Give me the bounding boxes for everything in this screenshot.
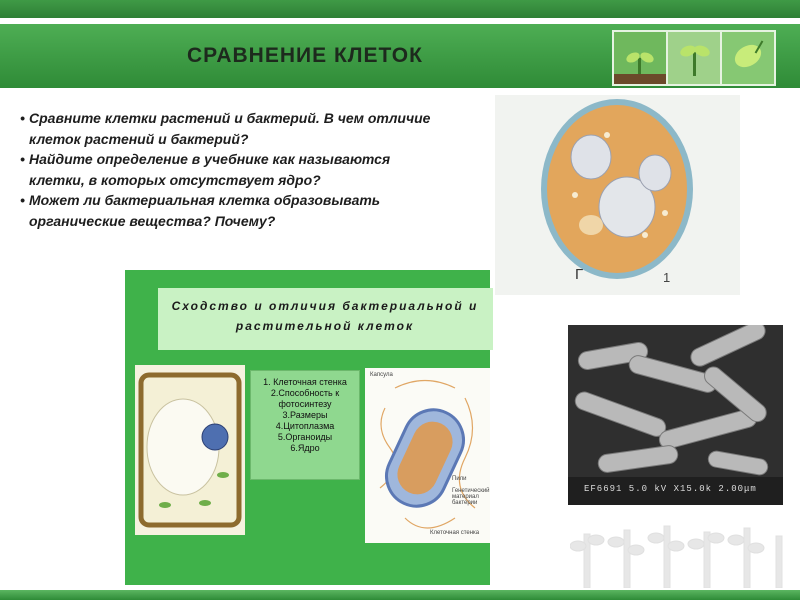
plant-cell-photo: [495, 95, 740, 295]
soil-strip: [614, 74, 666, 84]
nucleus: [202, 424, 228, 450]
comparison-list: [250, 370, 360, 480]
sprout-thumbnail-1: [612, 30, 668, 86]
deco-leaf: [708, 533, 724, 543]
deco-leaf: [748, 543, 764, 553]
sprout-thumbnail-2: [666, 30, 722, 86]
slide-title: СРАВНЕНИЕ КЛЕТОК: [187, 44, 423, 67]
bacteria-micrograph: [568, 325, 783, 505]
list-item: 1. Клеточная стенка: [263, 377, 347, 387]
chloroplast: [159, 502, 171, 508]
list-item: 5.Органоиды: [277, 432, 333, 442]
organelle: [571, 135, 611, 179]
deco-stem: [744, 528, 750, 588]
list-item: 6.Ядро: [290, 443, 320, 453]
bullet-item: [20, 149, 440, 190]
micrograph-caption: EF6691 5.0 kV X15.0k 2.00μm: [584, 484, 757, 494]
figure-number: 1: [663, 270, 671, 285]
chloroplast: [217, 472, 229, 478]
list-item: 4.Цитоплазма: [275, 421, 335, 431]
deco-leaf: [648, 533, 664, 543]
deco-leaf: [608, 537, 624, 547]
footer-bar: [0, 590, 800, 600]
granule: [572, 192, 578, 198]
bullet-marker: •: [20, 151, 25, 167]
organelle: [639, 155, 671, 191]
granule: [662, 210, 668, 216]
panel-title: [160, 296, 490, 336]
leaf-thumbnail: [720, 30, 776, 86]
bullet-text: Найдите определение в учебнике как называются клетки, в которых отсутствует ядро?: [29, 151, 391, 188]
bullet-marker: •: [20, 192, 25, 208]
wall-label: Клеточная стенка: [430, 530, 480, 536]
deco-leaf: [688, 539, 704, 549]
bullet-text: Сравните клетки растений и бактерий. В чем отличие клеток растений и бактерий?: [29, 110, 431, 147]
bullet-marker: •: [20, 110, 25, 126]
deco-leaf: [628, 545, 644, 555]
bullet-item: [20, 108, 440, 149]
deco-leaf: [570, 541, 586, 551]
list-item: 3.Размеры: [282, 410, 328, 420]
bullet-item: [20, 190, 440, 231]
granule: [642, 232, 648, 238]
deco-leaf: [588, 535, 604, 545]
organelle: [579, 215, 603, 235]
bullet-text: Может ли бактериальная клетка образовывать органические вещества? Почему?: [29, 192, 381, 229]
deco-stem: [624, 530, 630, 588]
top-accent-bar: [0, 0, 800, 18]
bacterial-cell-diagram: [365, 368, 490, 543]
panel-title-line-1: Сходство и отличия бактериальной и: [171, 299, 479, 313]
capsule-label: Капсула: [370, 372, 393, 378]
granule: [604, 132, 610, 138]
bullet-list: [20, 108, 440, 231]
deco-leaf: [728, 535, 744, 545]
plants-decoration: [570, 520, 790, 588]
figure-letter: Г: [575, 266, 584, 283]
list-item: фотосинтезу: [278, 399, 332, 409]
chloroplast: [199, 500, 211, 506]
deco-leaf: [668, 541, 684, 551]
deco-stem: [664, 526, 670, 588]
list-item: 2.Способность к: [270, 388, 340, 398]
deco-stem: [776, 536, 782, 588]
sprout-leaf-right: [639, 50, 655, 64]
plant-cell-diagram: [135, 365, 245, 535]
genetic-label: Генетический материал бактерии: [452, 488, 490, 506]
pili-label: Пили: [452, 476, 467, 482]
panel-title-line-2: растительной клеток: [235, 319, 415, 333]
sprout-stem: [693, 52, 696, 76]
